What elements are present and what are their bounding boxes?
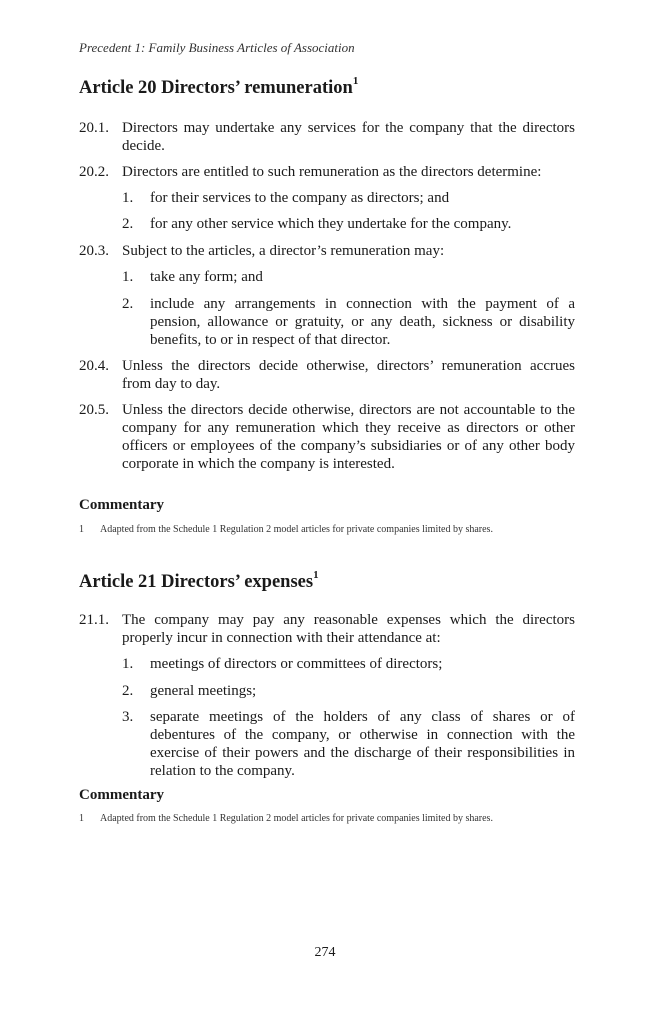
page-number: 274	[314, 945, 336, 960]
clause-20-3-item-2	[122, 295, 575, 349]
item-text: separate meetings of the holders of any class of shares or of debentures of the company, or otherwise in connection with the exercise of their powers and the discharge of their responsibilities in relation to the company.	[150, 709, 575, 779]
item-text: general meetings;	[150, 683, 257, 699]
clause-20-2-item-1	[122, 189, 575, 207]
clause-text: Subject to the articles, a director’s remuneration may:	[122, 243, 445, 259]
commentary-heading-21: Commentary	[79, 787, 164, 803]
item-number: 3.	[122, 709, 134, 725]
item-number: 1.	[122, 269, 134, 285]
item-text: take any form; and	[150, 269, 263, 285]
clause-text: Unless the directors decide otherwise, directors’ remuneration accrues from day to day.	[122, 358, 575, 392]
article-20-footnote-mark: 1	[352, 74, 359, 87]
clause-text: Unless the directors decide otherwise, directors are not accountable to the company for any remuneration which they receive as directors or other officers or employees of the company’s subsidiaries or of any other body corporate in which the company is interested.	[122, 402, 575, 472]
item-number: 2.	[122, 216, 134, 232]
clause-number: 21.1.	[79, 612, 109, 628]
clause-20-5	[79, 401, 575, 473]
clause-number: 20.3.	[79, 243, 109, 259]
clause-21-1	[79, 611, 575, 647]
item-number: 1.	[122, 656, 134, 672]
clause-20-1	[79, 119, 575, 155]
clause-text: The company may pay any reasonable expenses which the directors properly incur in connection with their attendance at:	[122, 612, 575, 646]
article-20-title	[79, 74, 359, 99]
clause-20-4	[79, 357, 575, 393]
clause-20-2	[79, 163, 575, 181]
clause-number: 20.2.	[79, 164, 109, 180]
clause-text: Directors are entitled to such remuneration as the directors determine:	[122, 164, 542, 180]
clause-21-1-item-1	[122, 655, 575, 673]
item-text: include any arrangements in connection with the payment of a pension, allowance or gratuity, or any death, sickness or disability benefits, to or in respect of that director.	[150, 296, 575, 348]
item-number: 2.	[122, 683, 134, 699]
clause-20-3-item-1	[122, 268, 575, 286]
item-text: for any other service which they undertake for the company.	[150, 216, 512, 232]
clause-text: Directors may undertake any services for the company that the directors decide.	[122, 120, 575, 154]
clause-number: 20.5.	[79, 402, 109, 418]
clause-number: 20.4.	[79, 358, 109, 374]
item-text: meetings of directors or committees of directors;	[150, 656, 443, 672]
clause-21-1-item-2	[122, 682, 575, 700]
running-head: Precedent 1: Family Business Articles of Association	[79, 40, 355, 55]
article-21-footnote-mark: 1	[313, 568, 319, 581]
article-21-title-text: Article 21 Directors’ expenses	[79, 572, 314, 592]
clause-21-1-item-3	[122, 708, 575, 780]
clause-20-3	[79, 242, 575, 260]
item-number: 1.	[122, 190, 134, 206]
footnote-number: 1	[79, 813, 84, 824]
footnote-number: 1	[79, 524, 84, 535]
footnote-21	[79, 813, 493, 824]
footnote-text: Adapted from the Schedule 1 Regulation 2 model articles for private companies limited by shares.	[100, 813, 493, 824]
item-text: for their services to the company as directors; and	[150, 190, 450, 206]
footnote-20	[79, 524, 493, 535]
article-20-title-text: Article 20 Directors’ remuneration	[79, 78, 353, 98]
clause-20-2-item-2	[122, 215, 575, 233]
commentary-heading-20: Commentary	[79, 497, 164, 513]
item-number: 2.	[122, 296, 134, 312]
footnote-text: Adapted from the Schedule 1 Regulation 2 model articles for private companies limited by shares.	[100, 524, 493, 535]
article-21-title	[79, 568, 319, 593]
clause-number: 20.1.	[79, 120, 109, 136]
